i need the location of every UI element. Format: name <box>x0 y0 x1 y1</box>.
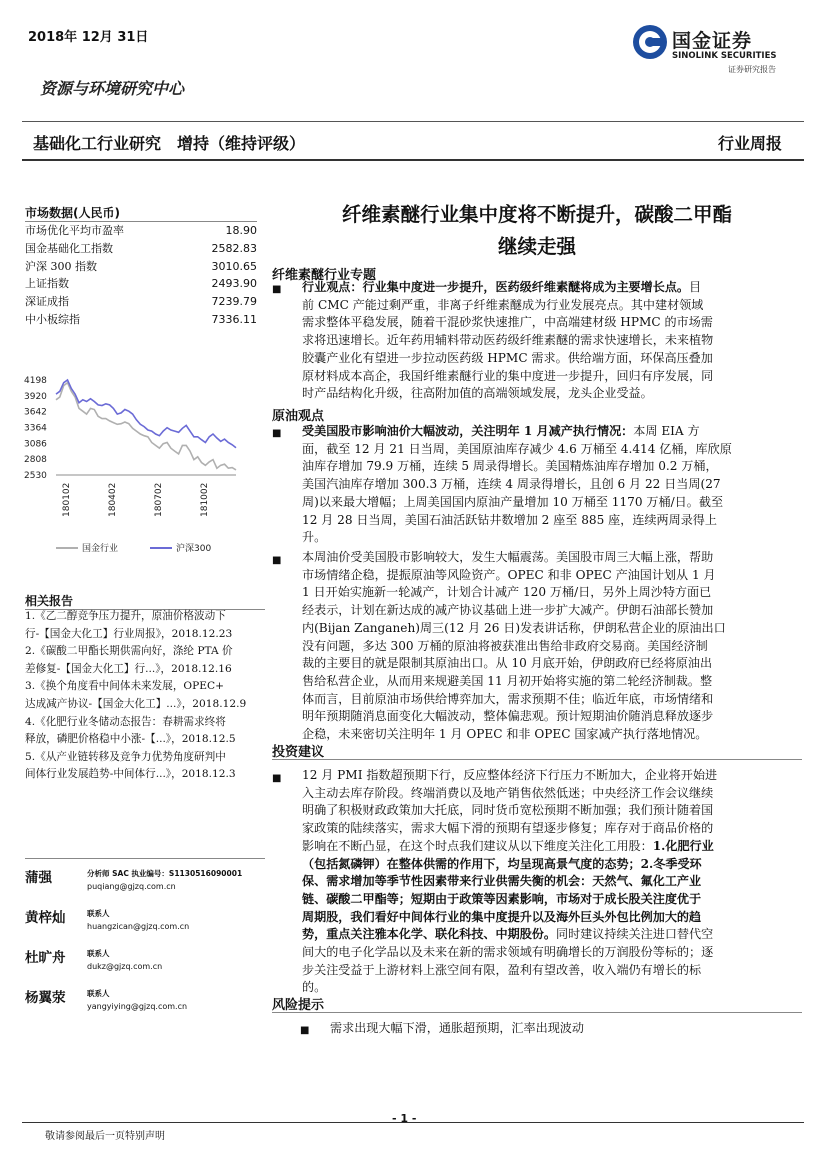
text-line <box>302 926 798 944</box>
index-chart <box>22 370 262 574</box>
risk-text: 需求出现大幅下滑，通胀超预期，汇率出现波动 <box>330 1021 584 1035</box>
text-line <box>302 584 798 602</box>
banner-top-rule <box>22 121 804 122</box>
text-run: 前 CMC 产能过剩严重，非离子纤维素醚成为行业发展亮点。其中建材领域 <box>302 297 704 312</box>
text-run: 1 日开始实施新一轮减产，计划合计减产 120 万桶/日，另外上周沙特方面已 <box>302 585 712 600</box>
text-line <box>302 856 798 874</box>
text-line <box>302 691 798 709</box>
company-logo <box>632 24 802 76</box>
text-line <box>302 767 798 785</box>
related-line: 4.《化肥行业冬储动态报告：春耕需求终将 <box>25 715 226 728</box>
bold-run: 1.化肥行业 <box>652 838 714 853</box>
invest-rule <box>272 759 802 760</box>
y-tick-label: 2808 <box>24 455 47 466</box>
text-line <box>302 891 798 909</box>
index-chart-svg <box>22 370 262 570</box>
text-run: 影响在不断凸显，在这个时点我们建议从以下维度关注化工用股： <box>302 838 653 853</box>
market-row <box>25 240 257 258</box>
oil-paragraph-1 <box>302 423 798 547</box>
analyst-name: 蒲强 <box>25 870 52 886</box>
related-line: 行-【国金大化工】行业周报》，2018.12.23 <box>25 627 233 640</box>
invest-paragraph <box>302 767 798 997</box>
analyst-name: 黄梓灿 <box>25 910 66 926</box>
analyst-role: 联系人 <box>87 909 110 918</box>
headline-line: 继续走强 <box>497 235 576 258</box>
text-run: 原材料成本高企，我国纤维素醚行业的集中度进一步提升，回归有序发展，同 <box>302 368 714 383</box>
market-value: 7239.79 <box>211 295 257 309</box>
x-tick-label: 180102 <box>62 482 72 517</box>
related-line: 达成减产协议-【国金大化工】...》，2018.12.9 <box>25 697 247 710</box>
text-line <box>302 368 798 386</box>
market-row <box>25 275 257 293</box>
risk-section-title: 风险提示 <box>272 998 325 1013</box>
research-center: 资源与环境研究中心 <box>40 79 185 98</box>
related-title: 相关报告 <box>25 594 74 608</box>
report-type: 行业周报 <box>717 134 782 153</box>
related-line: 3.《换个角度看中间体未来发展，OPEC+ <box>25 680 224 693</box>
bold-run: 链、碳酸二甲酯等；短期由于政策等因素影响，市场对于成长股关注度优于 <box>302 891 702 906</box>
text-line <box>302 297 798 315</box>
related-line: 2.《碳酸二甲酯长期供需向好，涤纶 PTA 价 <box>25 645 233 658</box>
headline-line: 纤维素醚行业集中度将不断提升，碳酸二甲酯 <box>341 203 732 226</box>
industry-title: 基础化工行业研究 增持（维持评级） <box>33 134 306 153</box>
text-line <box>302 314 798 332</box>
text-line <box>302 655 798 673</box>
y-tick-label: 2530 <box>24 471 47 481</box>
text-run: 的。 <box>302 980 327 995</box>
related-reports <box>25 608 265 784</box>
bold-run: 周期股，我们看好中间体行业的集中度提升以及海外巨头外包比例加大的趋 <box>302 909 702 924</box>
text-line <box>302 385 798 403</box>
analyst-email[interactable]: huangzican@gjzq.com.cn <box>87 922 190 931</box>
analyst-rule <box>25 858 265 859</box>
y-tick-label: 3642 <box>24 407 47 418</box>
text-run: 本周油价受美国股市影响较大，发生大幅震荡。美国股市周三大幅上涨，帮助 <box>302 550 714 564</box>
related-line: 差修复-【国金大化工】行...》，2018.12.16 <box>25 662 232 675</box>
text-run: 目 <box>689 280 702 294</box>
market-table <box>25 222 257 329</box>
text-line <box>302 423 798 441</box>
analyst-role: 分析师 SAC 执业编号：S1130516090001 <box>87 869 243 878</box>
market-title: 市场数据(人民币) <box>25 206 120 220</box>
legend-label: 沪深300 <box>176 544 212 554</box>
text-run: 入主动去库存阶段。终端消费以及地产销售依然低迷；中央经济工作会议继续 <box>302 785 714 800</box>
text-line <box>302 673 798 691</box>
report-date: 2018年 12月 31日 <box>28 30 149 45</box>
text-run: 本周 EIA 方 <box>633 424 700 438</box>
market-value: 7336.11 <box>211 312 257 326</box>
analyst-email[interactable]: dukz@gjzq.com.cn <box>87 962 163 971</box>
logo-sub: 证券研究报告 <box>728 65 776 74</box>
bullet-icon: ■ <box>272 284 282 295</box>
headline <box>272 199 802 263</box>
analyst-name: 杜旷舟 <box>25 950 66 966</box>
series-line-1 <box>56 380 236 448</box>
text-line <box>302 494 798 512</box>
market-value: 18.90 <box>225 224 257 237</box>
text-line <box>302 802 798 820</box>
legend-label: 国金行业 <box>82 544 119 554</box>
text-line <box>302 820 798 838</box>
text-run: 内(Bijan Zanganeh)周三(12 月 26 日)发表讲话称，伊朗私营企业的原油出口 <box>302 620 726 635</box>
analyst-role: 联系人 <box>87 989 110 998</box>
bold-run: 受美国股市影响油价大幅波动，关注明年 1 月减产执行情况： <box>302 424 634 438</box>
analyst-email[interactable]: yangyiying@gjzq.com.cn <box>87 1002 188 1011</box>
bullet-icon: ■ <box>272 773 282 784</box>
text-run: 求将迅速增长。近年药用辅料带动医药级纤维素醚的需求快速增长，未来植物 <box>302 333 714 348</box>
market-row <box>25 258 257 276</box>
text-run: 明确了积极财政政策加大托底，同时货币宽松预期不断加强；我们预计随着国 <box>302 803 714 818</box>
bold-run: （包括氮磷钾）在整体供需的作用下，均呈现高景气度的态势；2.冬季受环 <box>302 856 702 871</box>
related-item[interactable] <box>25 608 265 643</box>
text-line <box>302 332 798 350</box>
series-line-0 <box>56 383 236 470</box>
text-run: 明年预期随消息面变化大幅波动，整体偏悲观。预计短期油价随消息释放逐步 <box>302 709 714 724</box>
related-line: 5.《从产业链转移及竞争力优势角度研判中 <box>25 750 226 763</box>
text-run: 企稳，未来密切关注明年 1 月 OPEC 和非 OPEC 国家减产执行落地情况。 <box>302 727 708 742</box>
text-run: 市场情绪企稳，提振原油等风险资产。OPEC 和非 OPEC 产油国计划从 1 月 <box>302 567 716 582</box>
text-line <box>302 476 798 494</box>
text-run: 升。 <box>302 530 327 545</box>
market-value: 2582.83 <box>211 241 257 255</box>
analyst-role: 联系人 <box>87 949 110 958</box>
bullet-icon: ■ <box>272 555 282 566</box>
oil-paragraph-2 <box>302 549 798 744</box>
related-item[interactable] <box>25 714 265 749</box>
market-label: 中小板综指 <box>25 312 80 326</box>
y-tick-label: 4198 <box>24 376 47 386</box>
related-line: 1.《乙二醇竞争压力提升，原油价格波动下 <box>25 610 226 622</box>
related-line: 间体行业发展趋势-中间体行...》，2018.12.3 <box>25 768 236 781</box>
text-line <box>302 726 798 744</box>
page-number: - 1 - <box>392 1112 417 1125</box>
market-label: 沪深 300 指数 <box>25 259 97 273</box>
text-line <box>302 838 798 856</box>
text-run: 周)以来最大增幅；上周美国国内原油产量增加 10 万桶至 1170 万桶/日。截至 <box>302 494 724 509</box>
text-line <box>302 944 798 962</box>
text-run: 步关注受益于上游材料上涨空间有限，盈利有望改善，收入端仍有增长的标 <box>302 962 702 977</box>
text-run: 胶囊产业化有望进一步拉动医药级 HPMC 需求。供给端方面，环保高压叠加 <box>302 350 713 365</box>
text-line <box>302 873 798 891</box>
oil-section-title: 原油观点 <box>272 409 325 424</box>
bullet-icon: ■ <box>300 1025 310 1036</box>
text-line <box>302 279 798 297</box>
text-run: 裁的主要目的就是限制其原油出口。从 10 月底开始，伊朗政府已经将原油出 <box>302 656 713 671</box>
text-run: 12 月 PMI 指数超预期下行，反应整体经济下行压力不断加大，企业将开始进 <box>302 768 718 782</box>
text-run: 油库存增加 79.9 万桶，连续 5 周录得增长。美国精炼油库存增加 0.2 万桶， <box>302 459 718 474</box>
market-value: 3010.65 <box>211 259 257 273</box>
footer-rule <box>22 1122 804 1123</box>
text-line <box>302 458 798 476</box>
x-tick-label: 180402 <box>108 482 118 517</box>
y-tick-label: 3364 <box>24 423 47 434</box>
bold-run: 势，重点关注雅本化学、联化科技、中期股份。 <box>302 927 556 942</box>
market-label: 市场优化平均市盈率 <box>25 224 124 237</box>
related-item[interactable] <box>25 749 265 784</box>
banner-bottom-rule <box>22 159 804 161</box>
footer-note: 敬请参阅最后一页特别声明 <box>45 1131 165 1142</box>
text-line <box>302 512 798 530</box>
text-run: 12 月 28 日当周，美国石油活跃钻井数增加 2 座至 885 座，连续两周录得上 <box>302 512 717 527</box>
text-line <box>302 979 798 997</box>
invest-section-title: 投资建议 <box>272 745 325 760</box>
market-row <box>25 311 257 329</box>
text-line <box>302 602 798 620</box>
risk-rule <box>272 1012 802 1013</box>
text-line <box>302 962 798 980</box>
text-run: 没有问题，多达 300 万桶的原油将被获准出售给非政府交易商。美国经济制 <box>302 638 708 653</box>
market-label: 上证指数 <box>25 277 69 291</box>
analyst-email[interactable]: puqiang@gjzq.com.cn <box>87 882 176 891</box>
text-run: 面，截至 12 月 21 日当周，美国原油库存减少 4.6 万桶至 4.414 亿桶，库欣原 <box>302 441 732 456</box>
fiber-section-title: 纤维素醚行业专题 <box>272 268 377 283</box>
text-run: 体而言，目前原油市场供给博弈加大，需求预期不佳；临近年底，市场情绪和 <box>302 691 714 706</box>
related-item[interactable] <box>25 678 265 713</box>
text-run: 需求整体平稳发展，随着干混砂浆快速推广，中高端建材级 HPMC 的市场需 <box>302 315 713 330</box>
market-label: 深证成指 <box>25 295 69 309</box>
market-value: 2493.90 <box>211 277 257 291</box>
market-row <box>25 222 257 240</box>
text-run: 美国汽油库存增加 300.3 万桶，连续 4 周录得增长，且创 6 月 22 日当周(27 <box>302 477 721 492</box>
text-run: 经表示，计划在新达成的减产协议基础上进一步扩大减产。伊朗石油部长赞加 <box>302 603 714 618</box>
bold-run: 行业观点：行业集中度进一步提升，医药级纤维素醚将成为主要增长点。 <box>302 280 690 294</box>
related-line: 释放，磷肥价格稳中小涨-【...》，2018.12.5 <box>25 733 236 746</box>
logo-cn: 国金证券 <box>672 30 753 52</box>
y-tick-label: 3920 <box>24 391 47 402</box>
text-line <box>302 549 798 567</box>
text-run: 间大的电子化学品以及未来在新的需求领域有明确增长的万润股份等标的；逐 <box>302 945 714 960</box>
bullet-icon: ■ <box>272 428 282 439</box>
text-run: 售给私营企业，从而用来规避美国 11 月初开始将实施的第二轮经济制裁。整 <box>302 673 713 688</box>
x-tick-label: 180702 <box>154 482 164 517</box>
analyst-name: 杨翼荥 <box>25 990 66 1006</box>
text-line <box>302 441 798 459</box>
text-line <box>302 567 798 585</box>
market-label: 国金基础化工指数 <box>25 241 113 255</box>
text-run: 时产品结构化升级，往高附加值的高端领域发展，龙头企业受益。 <box>302 386 653 401</box>
logo-en: SINOLINK SECURITIES <box>672 51 777 61</box>
text-line <box>302 708 798 726</box>
logo-mark-icon <box>632 24 668 60</box>
text-run: 家政策的陆续落实，需求大幅下滑的预期有望逐步修复；库存对于商品价格的 <box>302 821 714 836</box>
text-line <box>302 350 798 368</box>
text-line <box>302 620 798 638</box>
market-row <box>25 293 257 311</box>
fiber-paragraph <box>302 279 798 403</box>
text-line <box>302 529 798 547</box>
y-tick-label: 3086 <box>24 439 47 450</box>
text-line <box>302 909 798 927</box>
text-line <box>302 785 798 803</box>
related-item[interactable] <box>25 643 265 678</box>
x-tick-label: 181002 <box>200 482 210 517</box>
text-line <box>302 638 798 656</box>
text-run: 同时建议持续关注进口替代空 <box>555 927 714 942</box>
bold-run: 保、需求增加等季节性因素带来行业供需失衡的机会：天然气、氟化工产业 <box>302 874 702 889</box>
